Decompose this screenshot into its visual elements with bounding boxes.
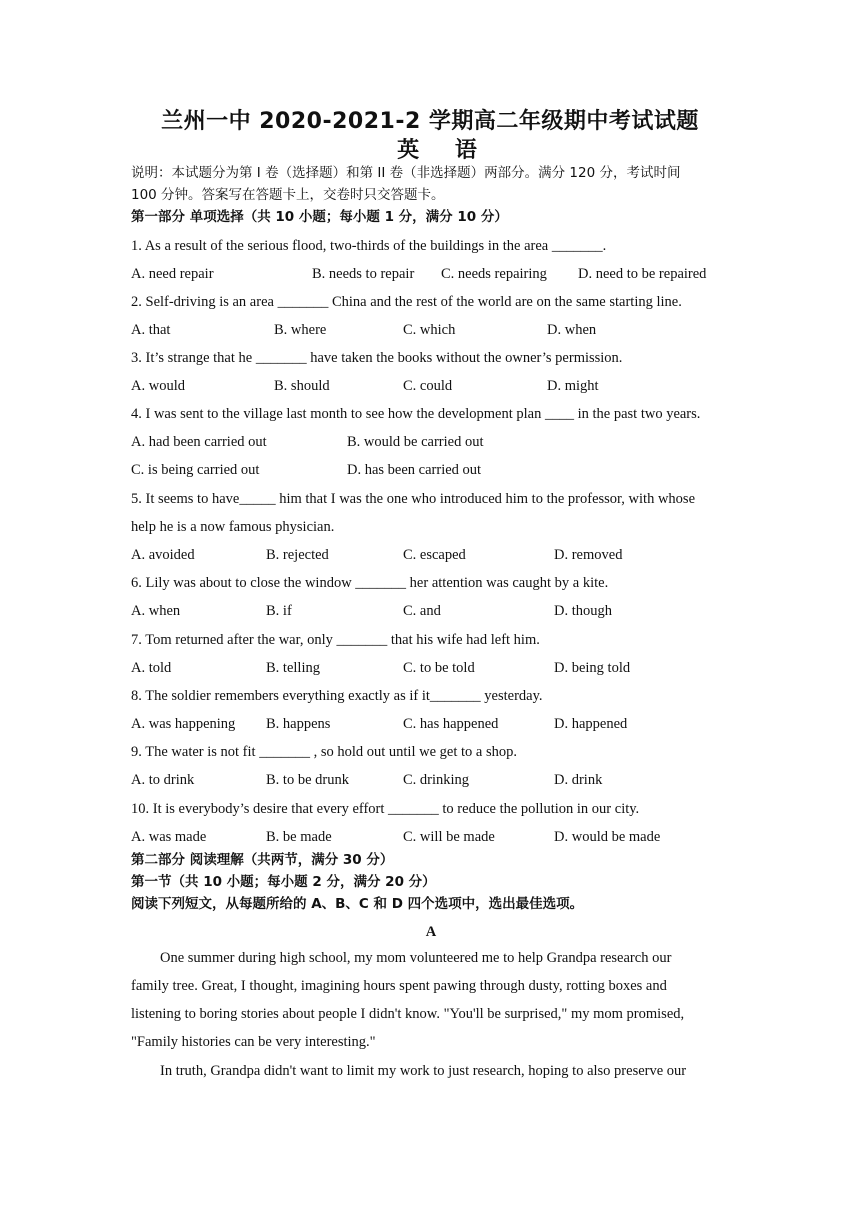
option-c: C. could [403,378,453,394]
option-d: D. would be made [554,829,661,845]
option-b: B. to be drunk [266,772,349,788]
option-d: D. though [554,603,612,619]
option-a: A. had been carried out [131,434,267,450]
option-d: D. when [547,322,597,338]
question-stem: 7. Tom returned after the war, only _______ that his wife had left him. [131,632,540,648]
passage-line: family tree. Great, I thought, imagining hours spent pawing through dusty, rotting boxes and [131,978,667,994]
option-a: A. was made [131,829,207,845]
question-stem: 2. Self-driving is an area _______ China and the rest of the world are on the same starting line. [131,294,682,310]
question-stem: 3. It’s strange that he _______ have taken the books without the owner’s permission. [131,350,623,366]
option-b: B. where [274,322,327,338]
question-stem-continued: help he is a now famous physician. [131,519,335,535]
option-b: B. be made [266,829,332,845]
exam-title: 兰州一中 2020-2021-2 学期高二年级期中考试试题 [161,109,699,134]
question-stem: 9. The water is not fit _______ , so hold out until we get to a shop. [131,744,517,760]
passage-line: One summer during high school, my mom volunteered me to help Grandpa research our [160,950,672,966]
option-b: B. rejected [266,547,329,563]
passage-label: A [425,924,437,940]
question-stem: 6. Lily was about to close the window _______ her attention was caught by a kite. [131,575,609,591]
option-a: A. to drink [131,772,195,788]
passage-line: listening to boring stories about people I didn't know. "You'll be surprised," my mom promised, [131,1006,685,1022]
passage-line: In truth, Grandpa didn't want to limit my work to just research, hoping to also preserve our [160,1063,687,1079]
question-stem: 4. I was sent to the village last month to see how the development plan ____ in the past two years. [131,406,701,422]
subject-title: 英 语 [397,138,491,163]
option-c: C. which [403,322,456,338]
question-stem: 5. It seems to have_____ him that I was the one who introduced him to the professor, with whose [131,491,696,507]
option-c: C. drinking [403,772,470,788]
option-b: B. happens [266,716,331,732]
option-c: C. has happened [403,716,499,732]
option-c: C. and [403,603,441,619]
question-stem: 1. As a result of the serious flood, two-thirds of the buildings in the area _______. [131,238,607,254]
part1-heading: 第一部分 单项选择（共 10 小题；每小题 1 分，满分 10 分） [131,209,508,225]
option-d: D. need to be repaired [578,266,707,282]
option-a: A. was happening [131,716,236,732]
option-d: D. removed [554,547,623,563]
reading-instruction: 阅读下列短文，从每题所给的 A、B、C 和 D 四个选项中，选出最佳选项。 [131,896,584,912]
option-c: C. is being carried out [131,462,260,478]
instruction-line-2: 100 分钟。答案写在答题卡上，交卷时只交答题卡。 [131,187,445,203]
passage-line: "Family histories can be very interesting." [131,1034,376,1050]
option-b: B. if [266,603,292,619]
question-stem: 10. It is everybody’s desire that every effort _______ to reduce the pollution in our city. [131,801,640,817]
option-c: C. will be made [403,829,495,845]
option-c: C. needs repairing [441,266,547,282]
option-a: A. when [131,603,181,619]
question-stem: 8. The soldier remembers everything exactly as if it_______ yesterday. [131,688,543,704]
option-c: C. to be told [403,660,475,676]
option-a: A. told [131,660,172,676]
option-a: A. need repair [131,266,214,282]
option-d: D. drink [554,772,603,788]
option-d: D. has been carried out [347,462,482,478]
option-a: A. that [131,322,171,338]
option-b: B. needs to repair [312,266,415,282]
option-c: C. escaped [403,547,466,563]
option-a: A. avoided [131,547,195,563]
option-a: A. would [131,378,185,394]
option-b: B. would be carried out [347,434,484,450]
option-b: B. telling [266,660,320,676]
part2-heading: 第二部分 阅读理解（共两节，满分 30 分） [131,852,394,868]
option-d: D. might [547,378,599,394]
section1-heading: 第一节（共 10 小题；每小题 2 分，满分 20 分） [131,874,436,890]
instruction-line-1: 说明：本试题分为第 I 卷（选择题）和第 II 卷（非选择题）两部分。满分 120 分，考试时间 [131,165,681,181]
option-d: D. happened [554,716,628,732]
option-d: D. being told [554,660,631,676]
option-b: B. should [274,378,330,394]
